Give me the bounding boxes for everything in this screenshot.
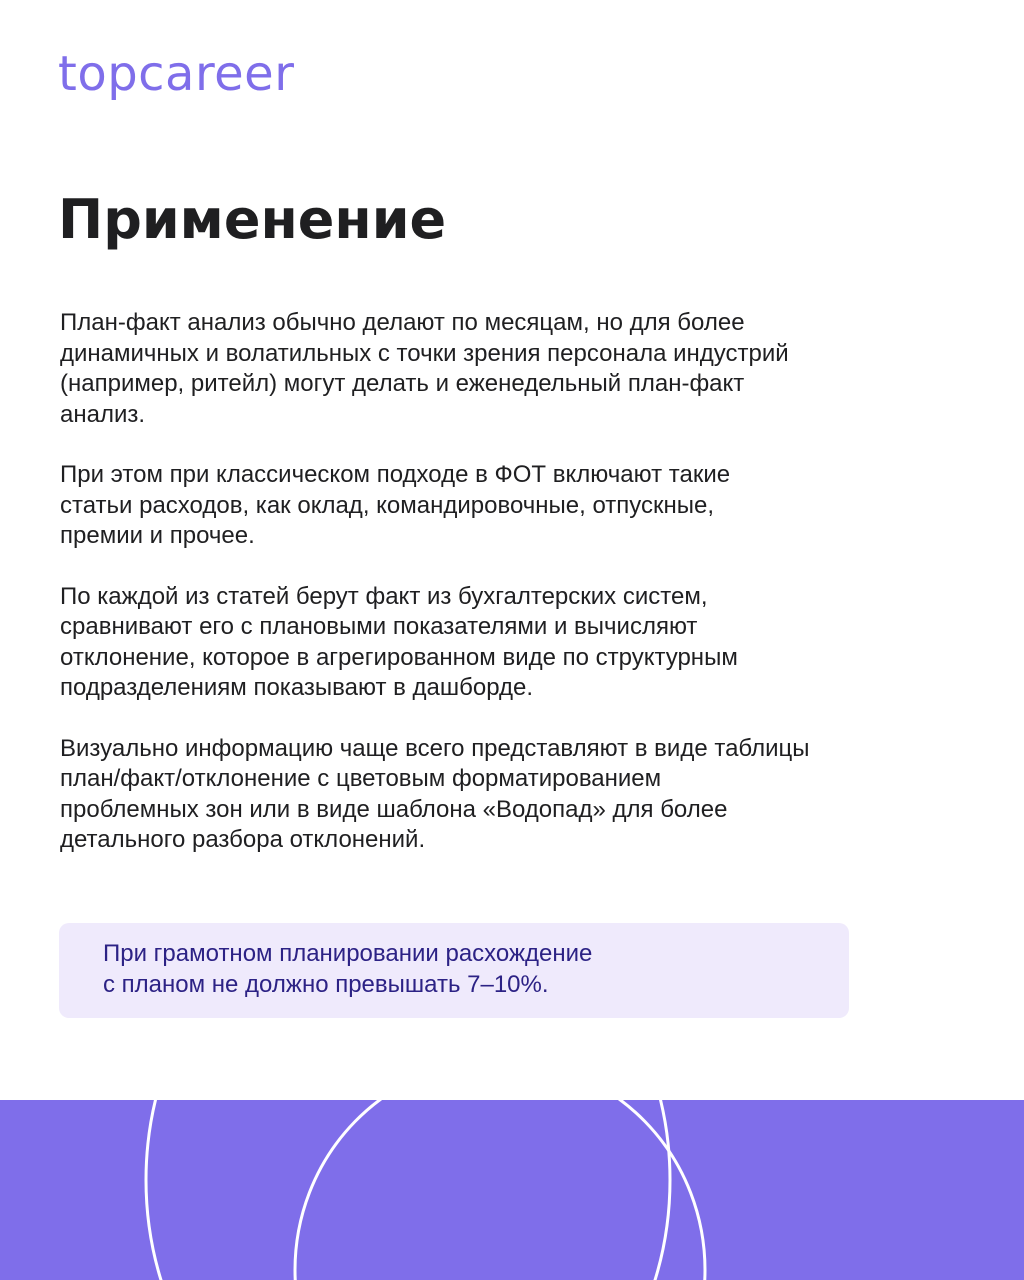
paragraph: По каждой из статей берут факт из бухгалтерских систем, сравнивают его с плановыми показателями и вычисляют отклонение, которое в агрегированном виде по структурным подразделениям показывают в дашборде. bbox=[60, 582, 738, 701]
brand-logo: topcareer bbox=[58, 46, 295, 102]
body-text bbox=[60, 308, 940, 886]
paragraph: Визуально информацию чаще всего представляют в виде таблицы план/факт/отклонение с цветовым форматированием проблемных зон или в виде шаблона «Водопад» для более детального разбора отклонений. bbox=[60, 734, 810, 853]
paragraph: При этом при классическом подходе в ФОТ включают такие статьи расходов, как оклад, командировочные, отпускные, премии и прочее. bbox=[60, 461, 731, 549]
paragraph: План-факт анализ обычно делают по месяцам, но для более динамичных и волатильных с точки зрения персонала индустрий (например, ритейл) могут делать и еженедельный план-факт анализ. bbox=[60, 309, 789, 428]
page-title: Применение bbox=[58, 188, 447, 251]
callout-text: При грамотном планировании расхождение с планом не должно превышать 7–10%. bbox=[103, 940, 593, 998]
callout-box bbox=[59, 923, 849, 1018]
decorative-circles-graphic bbox=[0, 1100, 1024, 1280]
decorative-footer-band bbox=[0, 1100, 1024, 1280]
